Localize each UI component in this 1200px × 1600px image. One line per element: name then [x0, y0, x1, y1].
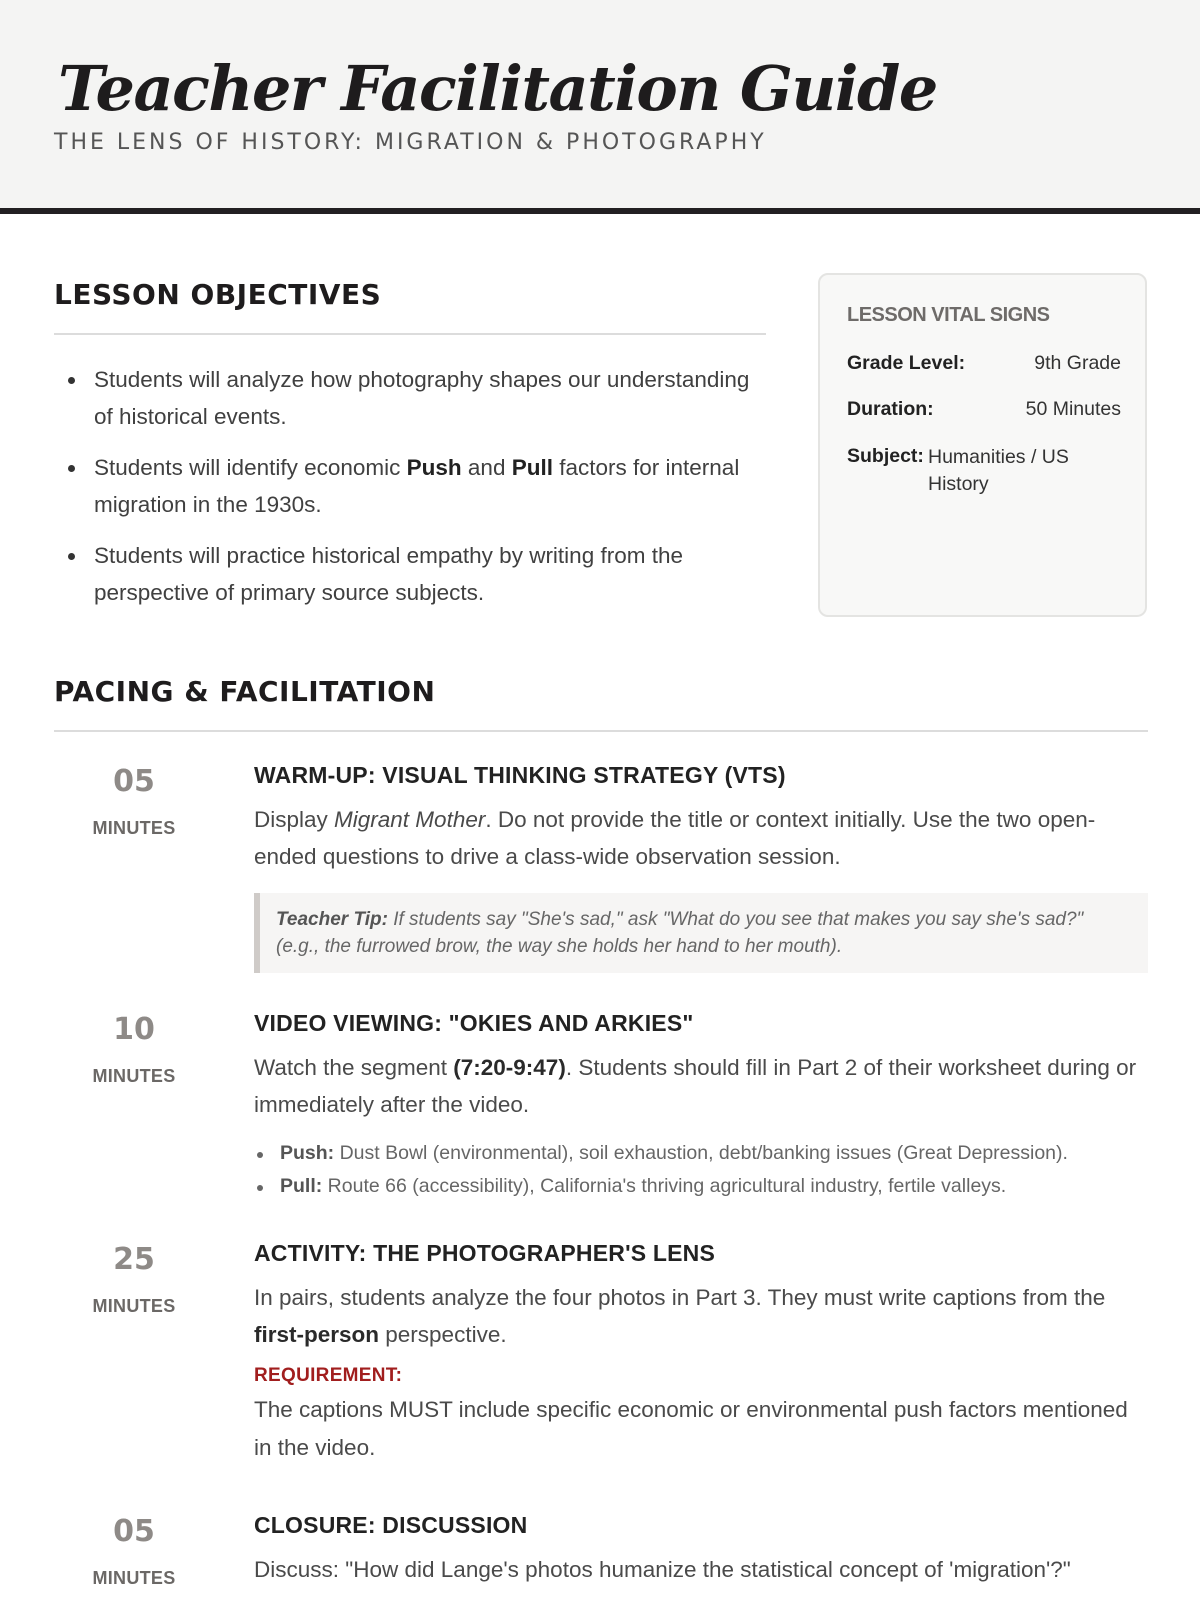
minutes-label: MINUTES: [92, 1568, 176, 1588]
objectives-divider: [54, 333, 766, 335]
text-run: perspective.: [379, 1322, 507, 1347]
minutes-count: 10: [113, 1012, 155, 1047]
minutes-count: 05: [113, 764, 155, 799]
text-run: . Students should fill in Part 2 of their worksheet during or immediately after the video.: [254, 1055, 1137, 1117]
text-run: Students will practice historical empathy by writing from the perspective of primary source subjects.: [94, 543, 683, 605]
factor-list: [254, 1137, 1148, 1203]
tip-text: If students say "She's sad," ask "What do you see that makes you say she's sad?" (e.g., the furrowed brow, the way she holds her hand to her mouth).: [276, 909, 1084, 957]
factor-item: [254, 1137, 1148, 1170]
pacing-description: [254, 801, 1148, 875]
requirement-label: REQUIREMENT:: [254, 1365, 403, 1386]
minutes-label: MINUTES: [92, 1066, 176, 1086]
objectives-heading: LESSON OBJECTIVES: [54, 278, 382, 311]
grade-value: 9th Grade: [1034, 352, 1121, 374]
pacing-body: [254, 762, 1148, 973]
text-run: Students will identify economic: [94, 455, 407, 480]
minutes-label: MINUTES: [92, 1296, 176, 1316]
factor-text: Dust Bowl (environmental), soil exhaustion, debt/banking issues (Great Depression).: [334, 1142, 1068, 1164]
page-subtitle: THE LENS OF HISTORY: MIGRATION & PHOTOGRAPHY: [54, 130, 767, 155]
bold-text: first-person: [254, 1322, 380, 1347]
grade-label: Grade Level:: [847, 352, 966, 374]
bold-text: Pull: [511, 455, 553, 480]
text-run: factors for internal migration in the 1930s.: [94, 455, 740, 517]
pacing-title: WARM-UP: VISUAL THINKING STRATEGY (VTS): [254, 762, 786, 788]
subject-label: Subject:: [847, 445, 924, 467]
pacing-body: [254, 1512, 1148, 1588]
pacing-heading: PACING & FACILITATION: [54, 675, 436, 708]
pacing-title: ACTIVITY: THE PHOTOGRAPHER'S LENS: [254, 1240, 716, 1266]
objective-item: [62, 449, 762, 523]
factor-label: Pull:: [280, 1175, 323, 1197]
lesson-vitals-card: [818, 273, 1147, 617]
subject-value: Humanities / US History: [928, 446, 1069, 495]
factor-text: Route 66 (accessibility), California's thriving agricultural industry, fertile valleys.: [322, 1175, 1007, 1197]
minutes-count: 25: [113, 1242, 155, 1277]
pacing-title: CLOSURE: DISCUSSION: [254, 1512, 528, 1538]
pacing-title: VIDEO VIEWING: "OKIES AND ARKIES": [254, 1010, 694, 1036]
bold-text: (7:20-9:47): [453, 1055, 566, 1080]
text-run: Discuss: "How did Lange's photos humanize the statistical concept of 'migration'?": [254, 1557, 1071, 1582]
objective-item: [62, 537, 762, 611]
pacing-description: [254, 1551, 1148, 1588]
pacing-description: [254, 1279, 1148, 1353]
pacing-description: [254, 1049, 1148, 1123]
text-run: In pairs, students analyze the four photos in Part 3. They must write captions from the: [254, 1285, 1106, 1310]
italic-text: Migrant Mother: [334, 807, 486, 832]
pacing-body: [254, 1010, 1148, 1203]
vitals-title: LESSON VITAL SIGNS: [847, 304, 1050, 326]
objective-item: [62, 361, 762, 435]
requirement-text: The captions MUST include specific economic or environmental push factors mentioned in the video.: [254, 1397, 1128, 1460]
objectives-list: [62, 361, 762, 625]
factor-label: Push:: [280, 1142, 335, 1164]
pacing-body: [254, 1240, 1148, 1467]
pacing-divider: [54, 730, 1148, 732]
minutes-label: MINUTES: [92, 818, 176, 838]
duration-label: Duration:: [847, 398, 934, 420]
page-header: [0, 0, 1200, 214]
text-run: and: [461, 455, 512, 480]
teacher-tip: [254, 893, 1148, 973]
text-run: Students will analyze how photography shapes our understanding of historical events.: [94, 367, 750, 429]
page-title: Teacher Facilitation Guide: [58, 52, 937, 125]
tip-label: Teacher Tip:: [276, 909, 388, 930]
minutes-count: 05: [113, 1514, 155, 1549]
text-run: Watch the segment: [254, 1055, 454, 1080]
bold-text: Push: [406, 455, 462, 480]
duration-value: 50 Minutes: [1025, 398, 1121, 420]
text-run: . Do not provide the title or context initially. Use the two open-ended questions to drive a class-wide observation session.: [254, 807, 1096, 869]
factor-item: [254, 1170, 1148, 1203]
text-run: Display: [254, 807, 335, 832]
